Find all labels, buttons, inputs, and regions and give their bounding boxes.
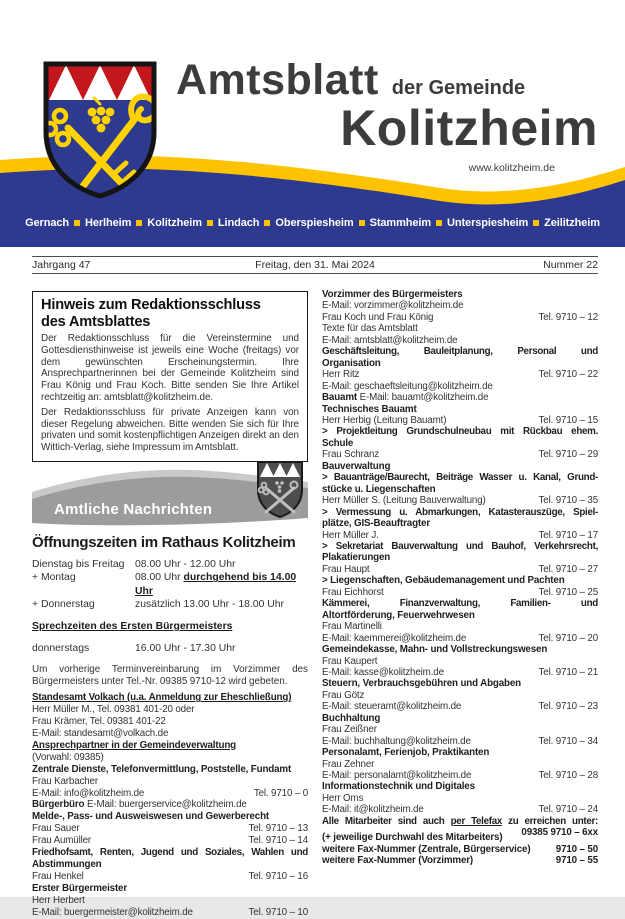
separator-square-icon: [74, 220, 80, 226]
contact-line: Frau Götz: [322, 689, 365, 701]
contact-line: Kämmerei, Finanzverwaltung, Familien- und: [322, 598, 598, 610]
contact-line: Abstimmungen: [32, 858, 102, 870]
nav-town-label: Kolitzheim: [147, 217, 202, 229]
phone-extension: 9710 – 50: [555, 843, 598, 855]
website-url: www.kolitzheim.de: [468, 162, 555, 174]
contact-line: E-Mail: personalamt@kolitzheim.de Tel. 9710 – 28: [322, 770, 598, 782]
phone-extension: Tel. 9710 – 13: [248, 823, 308, 835]
contact-line: Gemeindekasse, Mahn- und Vollstreckungswesen: [322, 644, 548, 656]
phone-extension: Tel. 9710 – 12: [538, 311, 598, 323]
phone-extension: Tel. 9710 – 35: [538, 495, 598, 507]
phone-extension: Tel. 9710 – 23: [538, 701, 598, 713]
nav-town-item: [544, 217, 600, 229]
contact-line: Frau Krämer, Tel. 09381 401-22: [32, 716, 166, 728]
contact-line: Frau Martinelli: [322, 621, 382, 633]
title-sub: der Gemeinde: [391, 77, 526, 99]
title-town: Kolitzheim: [340, 100, 598, 156]
phone-extension: 09385 9710 – 6xx: [521, 827, 598, 839]
contact-line: Friedhofsamt, Renten, Jugend und Soziales, Wahlen und: [32, 847, 308, 859]
phone-extension: Tel. 9710 – 27: [538, 563, 598, 575]
nav-town-label: Gernach: [25, 217, 70, 229]
nav-town-item: [85, 217, 147, 229]
phone-extension: Tel. 9710 – 25: [538, 586, 598, 598]
contact-line: > Liegenschaften, Gebäudemanagement und Pachten: [322, 575, 565, 587]
phone-extension: Tel. 9710 – 17: [538, 529, 598, 541]
opening-hours-time: 08.00 Uhr durchgehend bis 14.00 Uhr: [135, 572, 297, 597]
phone-extension: Tel. 9710 – 21: [538, 666, 598, 678]
nav-town-item: [370, 217, 447, 229]
separator-square-icon: [207, 220, 213, 226]
masthead: [0, 0, 625, 247]
opening-hours-row: [32, 571, 308, 598]
contact-line: (+ jeweilige Durchwahl des Mitarbeiters): [322, 832, 503, 844]
opening-hours-day: Dienstag bis Freitag: [32, 558, 125, 570]
contact-line: > Sekretariat Bauverwaltung und Bauhof, Verkehrsrecht,: [322, 540, 598, 552]
contact-line: Herr Ritz Tel. 9710 – 22: [322, 369, 598, 381]
contact-line: E-Mail: buergermeister@kolitzheim.de Tel. 9710 – 10: [32, 906, 308, 918]
contact-line: E-Mail: geschaeftsleitung@kolitzheim.de: [322, 380, 493, 392]
opening-hours-time: 08.00 Uhr - 12.00 Uhr: [135, 558, 236, 570]
contact-line: Frau Sauer Tel. 9710 – 13: [32, 823, 308, 835]
contact-line: Ansprechpartner in der Gemeindeverwaltung: [32, 739, 236, 751]
contact-line: Herr Müller S. (Leitung Bauverwaltung) Tel. 9710 – 35: [322, 495, 598, 507]
coat-of-arms-gray-icon: [254, 458, 306, 520]
separator-square-icon: [264, 220, 270, 226]
contact-line: Altortförderung, Feuerwehrwesen: [322, 609, 475, 621]
contact-line: E-Mail: vorzimmer@kolitzheim.de: [322, 300, 464, 312]
contact-line: Bürgerbüro E-Mail: buergerservice@kolitzheim.de: [32, 799, 247, 811]
contact-line: Frau Haupt Tel. 9710 – 27: [322, 563, 598, 575]
contact-line: Herr Oms: [322, 792, 364, 804]
phone-extension: Tel. 9710 – 0: [253, 787, 308, 799]
consultation-time: 16.00 Uhr - 17.30 Uhr: [135, 642, 236, 654]
phone-extension: Tel. 9710 – 14: [248, 835, 308, 847]
contact-line: Geschäftsleitung, Bauleitplanung, Personal und: [322, 346, 598, 358]
issue-volume: Jahrgang 47: [32, 259, 91, 271]
contact-line: E-Mail: kaemmerei@kolitzheim.de Tel. 9710 – 20: [322, 632, 598, 644]
contact-line: Organisation: [322, 357, 381, 369]
contact-line: Frau Schranz Tel. 9710 – 29: [322, 449, 598, 461]
contact-line: Steuern, Verbrauchsgebühren und Abgaben: [322, 678, 522, 690]
contact-line: Herr Müller J. Tel. 9710 – 17: [322, 529, 598, 541]
nav-town-label: Lindach: [217, 217, 260, 229]
contact-line: Herr Herbert: [32, 894, 85, 906]
contact-line: weitere Fax-Nummer (Vorzimmer) 9710 – 55: [322, 855, 598, 867]
nav-town-item: [275, 217, 369, 229]
opening-hours-time: zusätzlich 13.00 Uhr - 18.00 Uhr: [135, 599, 285, 611]
consultation-hours-row: [32, 642, 308, 656]
consultation-day: donnerstags: [32, 642, 90, 654]
notice-title-line2: des Amtsblattes: [41, 313, 151, 330]
right-contact-list: [322, 289, 598, 867]
phone-extension: Tel. 9710 – 10: [248, 906, 308, 918]
contact-line: Texte für das Amtsblatt: [322, 323, 418, 335]
contact-line: Plakatierungen: [322, 552, 391, 564]
nav-town-label: Stammheim: [369, 217, 432, 229]
contact-line: Buchhaltung: [322, 712, 381, 724]
issue-number: Nummer 22: [543, 259, 598, 271]
separator-square-icon: [436, 220, 442, 226]
nav-town-label: Oberspiesheim: [275, 217, 354, 229]
opening-hours-highlight: durchgehend bis 14.00 Uhr: [135, 572, 297, 597]
contact-line: E-Mail: amtsblatt@kolitzheim.de: [322, 334, 458, 346]
phone-extension: 9710 – 55: [555, 855, 598, 867]
contact-line: Herr Herbig (Leitung Bauamt) Tel. 9710 – 15: [322, 414, 598, 426]
opening-hours-row: [32, 598, 308, 612]
nav-town-label: Herlheim: [85, 217, 132, 229]
contact-line: E-Mail: buchhaltung@kolitzheim.de Tel. 9710 – 34: [322, 735, 598, 747]
contact-line: Frau Henkel Tel. 9710 – 16: [32, 870, 308, 882]
contact-line: E-Mail: kasse@kolitzheim.de Tel. 9710 – 21: [322, 666, 598, 678]
right-column: [322, 289, 598, 867]
phone-extension: Tel. 9710 – 20: [538, 632, 598, 644]
contact-line: stücke u. Liegenschaften: [322, 483, 436, 495]
opening-hours-table: [32, 558, 308, 612]
contact-line: Melde-, Pass- und Ausweiswesen und Gewerberecht: [32, 811, 270, 823]
phone-extension: Tel. 9710 – 15: [538, 414, 598, 426]
nav-town-item: [25, 217, 85, 229]
contact-line: E-Mail: steueramt@kolitzheim.de Tel. 9710 – 23: [322, 701, 598, 713]
opening-hours-row: [32, 558, 308, 572]
kolitzheim-coat-of-arms-icon: [36, 54, 164, 204]
nav-town-label: Unterspiesheim: [447, 217, 529, 229]
contact-line: Technisches Bauamt: [322, 403, 417, 415]
contact-line: Herr Müller M., Tel. 09381 401-20 oder: [32, 704, 195, 716]
contact-line: plätze, GIS-Beauftragter: [322, 518, 430, 530]
opening-hours-day: + Donnerstag: [32, 599, 95, 611]
issue-date: Freitag, den 31. Mai 2024: [255, 259, 375, 271]
phone-extension: Tel. 9710 – 16: [248, 870, 308, 882]
editorial-deadline-notice-box: [32, 291, 308, 462]
notice-paragraph-1: Der Redaktionsschluss für die Vereinstermine und Gottesdiensthinweise ist jeweils eine Woche (freitags) vor dem gewünschten Erscheinungstermin. Ihre Ansprechpartnerinnen bei der Gemeinde Kolitzheim sind Frau König und Frau Koch. Bitte senden Sie Ihre Artikel rechtzeitig an: amtsblatt@kolitzheim.de.: [41, 333, 299, 403]
separator-square-icon: [533, 220, 539, 226]
contact-line: Frau Zeißner: [322, 724, 377, 736]
phone-extension: Tel. 9710 – 24: [538, 804, 598, 816]
contact-line: Frau Koch und Frau König Tel. 9710 – 12: [322, 311, 598, 323]
section-banner-label: Amtliche Nachrichten: [54, 500, 213, 518]
contact-line: Vorzimmer des Bürgermeisters: [322, 289, 463, 300]
contact-line: E-Mail: standesamt@volkach.de: [32, 728, 169, 739]
left-column: [32, 289, 308, 919]
issue-info-bar: [32, 256, 598, 274]
contact-line: (Vorwahl: 09385): [32, 751, 104, 763]
contact-line: E-Mail: info@kolitzheim.de Tel. 9710 – 0: [32, 787, 308, 799]
contact-line: Frau Karbacher: [32, 775, 98, 787]
consultation-hours-heading: Sprechzeiten des Ersten Bürgermeisters: [32, 620, 233, 632]
nav-town-label: Zeilitzheim: [544, 217, 600, 229]
contact-line: Standesamt Volkach (u.a. Anmeldung zur Eheschließung): [32, 692, 292, 704]
contact-line: Bauamt E-Mail: bauamt@kolitzheim.de: [322, 392, 489, 404]
notice-title-line1: Hinweis zum Redaktionsschluss: [41, 297, 261, 313]
contact-line: Personalamt, Ferienjob, Praktikanten: [322, 747, 490, 759]
contact-line: Alle Mitarbeiter sind auch per Telefax zu erreichen unter:: [322, 815, 598, 827]
contact-line: Zentrale Dienste, Telefonvermittlung, Poststelle, Fundamt: [32, 763, 292, 775]
contact-line: weitere Fax-Nummer (Zentrale, Bürgerservice) 9710 – 50: [322, 843, 598, 855]
contact-line: Frau Aumüller Tel. 9710 – 14: [32, 835, 308, 847]
opening-hours-day: + Montag: [32, 572, 76, 584]
amtliche-nachrichten-banner: [32, 466, 308, 526]
separator-square-icon: [136, 220, 142, 226]
phone-extension: Tel. 9710 – 22: [538, 369, 598, 381]
gazette-title: [176, 56, 525, 105]
contact-line: Frau Eichhorst Tel. 9710 – 25: [322, 586, 598, 598]
contact-line: Frau Zehner: [322, 758, 375, 770]
separator-square-icon: [359, 220, 365, 226]
nav-town-item: [218, 217, 275, 229]
contact-line: E-Mail: it@kolitzheim.de Tel. 9710 – 24: [322, 804, 598, 816]
left-contact-list: [32, 692, 308, 918]
contact-line: > Vermessung u. Abmarkungen, Katasterauszüge, Spiel-: [322, 506, 598, 518]
contact-line: Bauverwaltung: [322, 460, 391, 472]
nav-town-item: [147, 217, 218, 229]
appointment-note: Um vorherige Terminvereinbarung im Vorzimmer des Bürgermeisters unter Tel.-Nr. 09385 9710-12 wird gebeten.: [32, 664, 308, 688]
contact-line: > Bauanträge/Baurecht, Beiträge Wasser u. Kanal, Grund-: [322, 472, 598, 484]
title-main: Amtsblatt: [176, 56, 379, 104]
phone-extension: Tel. 9710 – 28: [538, 770, 598, 782]
contact-line: Erster Bürgermeister: [32, 882, 128, 894]
contact-line: Frau Kaupert: [322, 655, 378, 667]
nav-town-item: [447, 217, 544, 229]
phone-extension: Tel. 9710 – 34: [538, 735, 598, 747]
contact-line: Informationstechnik und Digitales: [322, 781, 475, 793]
opening-hours-title: Öffnungszeiten im Rathaus Kolitzheim: [32, 533, 296, 551]
contact-line: Schule: [322, 437, 354, 449]
notice-paragraph-2: Der Redaktionsschluss für private Anzeigen kann von dieser Regelung abweichen. Bitte wenden Sie sich für Ihre privaten und somit kostenpflichtigen Anzeigen direkt an den Wittich-Verlag, siehe Impressum im Amtsblatt.: [41, 406, 299, 454]
contact-line: > Projektleitung Grundschulneubau mit Rückbau ehem.: [322, 426, 598, 438]
phone-extension: Tel. 9710 – 29: [538, 449, 598, 461]
nav-towns: [0, 212, 625, 234]
